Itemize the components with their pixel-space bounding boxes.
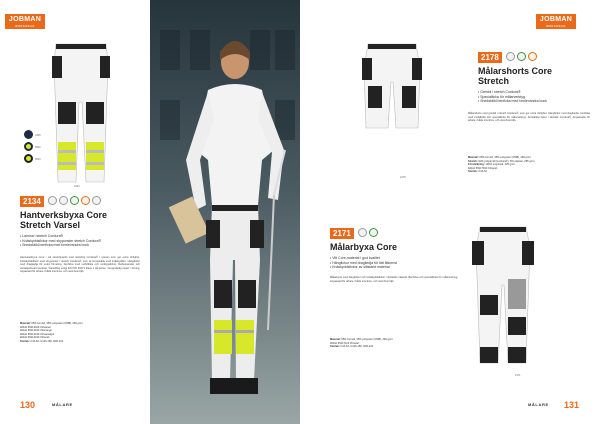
swatch-label-2: 6300 [35, 146, 41, 149]
swatch-navy [24, 130, 33, 139]
spec-row: Art nr 65217110 Vit/svart [330, 341, 360, 345]
feature-item: • Vitt Core-material i god kvalitet [330, 256, 460, 261]
spec-row: Art nr 65213420 Vit/orange [20, 329, 52, 333]
feature-item: • Snedställd benficka med fomlevandra bock [20, 243, 140, 248]
spec-row: Storlek: C44-62 [468, 170, 487, 174]
product-image-trousers [468, 225, 538, 371]
swatch-label-1: 3100 [35, 134, 41, 137]
model-photo [150, 0, 300, 424]
spec-row: Stretch: 92% polyamid (Cordura®), 8% elastan, 295 g/m² [468, 159, 535, 163]
section-label: MÅLARE [52, 402, 73, 407]
spec-row: Art nr 65213440 Vit/svart [20, 336, 50, 340]
swatch-hivis-navy [24, 142, 33, 151]
right-page [300, 0, 600, 424]
shorts-art-label: 2178 [400, 176, 406, 179]
feature-list [20, 234, 140, 248]
section-label: MÅLARE [528, 402, 549, 407]
product-title: Hantverksbyxa Core Stretch Varsel [20, 210, 108, 230]
feature-item: • Knäskyddsfickor av slitstarkt material [330, 265, 460, 270]
feature-item: • Lamina i stretch Cordura® [20, 234, 140, 239]
product-description-trousers: Målarbyxa med hängfickor och knäskyddsfickor i slitstarkt material. Benficka och specialficka för målarverktyg. Anpassad för arbete i både inomhus- och utomhusmiljö. [330, 276, 458, 283]
cordura-badge-icon [59, 196, 68, 205]
product-code-shorts: 2178 [478, 52, 502, 63]
image-art-label: 2134 [74, 185, 80, 188]
feature-item: • Grenkil i stretch Cordura® [478, 90, 588, 95]
spec-row: Material: 65% bomull, 35% polyester (CMB), 260 g/m² [330, 338, 393, 341]
eco-badge-icon [369, 228, 378, 237]
spec-row: Förstärkning: 100% polyamid, 225 g/m² [468, 163, 515, 167]
swatch-label-3: 6500 [35, 158, 41, 161]
feature-item: • Hängfickor med dragkedja för lätt åtkomst [330, 261, 460, 266]
feature-item: • Specialficka för målarverktyg [478, 95, 588, 100]
spec-row: Storlek: C44-62, C146-156, D96-120 [330, 345, 374, 349]
product-image-hivis-trousers [46, 42, 116, 184]
feature-item: • Snedställd benficka med fomlevandra bock [478, 99, 588, 104]
certification-badges [506, 52, 537, 61]
certification-badge-icon [92, 196, 101, 205]
jobman-logo: JOBMAN WORKWEAR [5, 14, 45, 29]
page-number: 130 [20, 400, 36, 410]
spec-list-shorts [468, 156, 590, 174]
spec-row: Material: 65% bomull, 35% polyester (CMB), 260 g/m² [20, 322, 83, 325]
spec-row: Art nr 65213430 Vit/varselgul [20, 332, 55, 336]
trousers-art-label: 2171 [515, 374, 521, 377]
product-title-shorts: Målarshorts Core Stretch [478, 66, 553, 86]
product-code-trousers: 2171 [330, 228, 354, 239]
certification-badges [48, 196, 101, 205]
feature-list [478, 90, 588, 104]
feature-list [330, 256, 460, 270]
product-title-trousers: Målarbyxa Core [330, 242, 398, 252]
feature-item: • Knäskyddsfickor med skyponster stretch Cordura® [20, 239, 140, 244]
product-description-shorts: Målarshorts med grenkil i stretch Cordura®, som ger extra rörlighet. Hängfickor med dragkedja, benficka med mobilficka och specialficka för målarverktyg. Förstärkta fickor i slitstark Cordura®. Anpassade för arbete i både inomhus- och utomhusmiljö. [468, 112, 590, 123]
tool-pocket-badge-icon [528, 52, 537, 61]
hivis-badge-icon [81, 196, 90, 205]
spec-row: Art nr 65217810 Vit/svart [468, 166, 498, 170]
spec-list-trousers [330, 338, 458, 349]
stretch-badge-icon [48, 196, 57, 205]
product-code: 2134 [20, 196, 44, 207]
spec-row: Storlek: C44-62, C146-156, D96-120 [20, 339, 64, 343]
swatch-hivis-black [24, 154, 33, 163]
product-description: Hantverksbyxa Core i vitt stretchpoplin med stretchig Cordura® i grenen som ger extra rörlighet. Knäskyddsfickor med skyponster i stretch Cordura®, som är kompatibla med knäskydden. Hängfickor med dragkedja för extra förvaring, benficka med mobilficka och verktygsfickor. Reflexpaneler och varselgul/svart kontrast. Varselfärg enligt EN ISO 20471 klass 1 på benen. Greppvänlig zipper i linning. Anpassad för arbete i både inomhus- och utomhusmiljö. [20, 256, 140, 274]
jobman-logo: JOBMAN WORKWEAR [536, 14, 576, 29]
spec-row: Material: 65% bomull, 35% polyester (CMB), 260 g/m² [468, 156, 531, 159]
spec-row: Art nr 65213420 Vit/varsel [20, 325, 51, 329]
product-image-shorts [362, 42, 422, 136]
eco-badge-icon [70, 196, 79, 205]
spec-list [20, 322, 140, 344]
eco-badge-icon [517, 52, 526, 61]
page-number: 131 [564, 400, 580, 410]
certification-badges [358, 228, 378, 237]
stretch-badge-icon [506, 52, 515, 61]
cordura-badge-icon [358, 228, 367, 237]
